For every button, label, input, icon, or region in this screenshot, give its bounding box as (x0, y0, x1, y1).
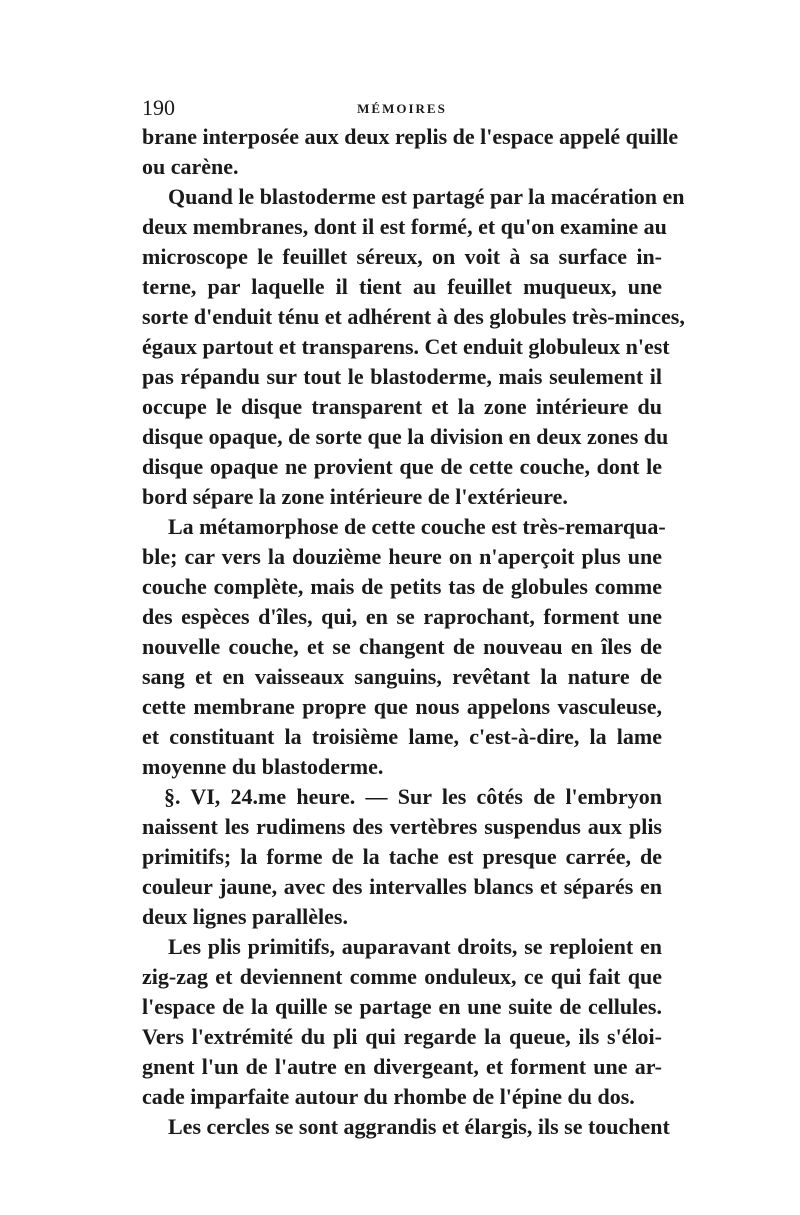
text-line: brane interposée aux deux replis de l'espace appelé quille (142, 124, 679, 149)
text-line: naissent les rudimens des vertèbres suspendus aux plis (142, 814, 662, 839)
paragraph-first-line: La métamorphose de cette couche est très-remarqua- (168, 514, 666, 539)
text-line: deux lignes parallèles. (142, 904, 348, 929)
text-line: zig-zag et deviennent comme onduleux, ce qui fait que (142, 964, 662, 989)
text-line: moyenne du blastoderme. (142, 754, 384, 779)
text-line: et constituant la troisième lame, c'est-à-dire, la lame (142, 724, 662, 749)
document-page (142, 95, 685, 1142)
text-line: occupe le disque transparent et la zone intérieure du (142, 394, 662, 419)
text-line: égaux partout et transparens. Cet enduit globuleux n'est (142, 334, 670, 359)
paragraph-first-line: Quand le blastoderme est partagé par la macération en (168, 184, 685, 209)
text-line: pas répandu sur tout le blastoderme, mais seulement il (142, 364, 662, 389)
text-line: bord sépare la zone intérieure de l'extérieure. (142, 484, 568, 509)
page-header (142, 96, 662, 120)
body-text (142, 122, 685, 1142)
text-line: des espèces d'îles, qui, en se raprochant, forment une (142, 604, 662, 629)
text-line: disque opaque, de sorte que la division en deux zones du (142, 424, 669, 449)
text-line: couleur jaune, avec des intervalles blancs et séparés en (142, 874, 662, 899)
section-heading-line: §. VI, 24.me heure. — Sur les côtés de l'embryon (164, 784, 662, 809)
text-line: sang et en vaisseaux sanguins, revêtant la nature de (142, 664, 662, 689)
text-line: disque opaque ne provient que de cette couche, dont le (142, 454, 662, 479)
running-head: MÉMOIRES (357, 101, 447, 116)
text-line: deux membranes, dont il est formé, et qu'on examine au (142, 214, 667, 239)
text-line: terne, par laquelle il tient au feuillet muqueux, une (142, 274, 662, 299)
page-number: 190 (142, 95, 175, 120)
text-line: gnent l'un de l'autre en divergeant, et forment une ar- (142, 1054, 662, 1079)
text-line: primitifs; la forme de la tache est presque carrée, de (142, 844, 662, 869)
text-line: sorte d'enduit ténu et adhérent à des globules très-minces, (142, 304, 685, 329)
text-line: couche complète, mais de petits tas de globules comme (142, 574, 662, 599)
paragraph-first-line: Les plis primitifs, auparavant droits, se reploient en (168, 934, 662, 959)
text-line: Vers l'extrémité du pli qui regarde la queue, ils s'éloi- (142, 1024, 662, 1049)
text-line: nouvelle couche, et se changent de nouveau en îles de (142, 634, 662, 659)
text-line: ble; car vers la douzième heure on n'aperçoit plus une (142, 544, 662, 569)
text-line: cette membrane propre que nous appelons vasculeuse, (142, 694, 662, 719)
text-line: l'espace de la quille se partage en une suite de cellules. (142, 994, 662, 1019)
text-line: ou carène. (142, 154, 239, 179)
paragraph-first-line: Les cercles se sont aggrandis et élargis, ils se touchent (168, 1114, 670, 1139)
text-line: cade imparfaite autour du rhombe de l'épine du dos. (142, 1084, 635, 1109)
text-line: microscope le feuillet séreux, on voit à sa surface in- (142, 244, 662, 269)
